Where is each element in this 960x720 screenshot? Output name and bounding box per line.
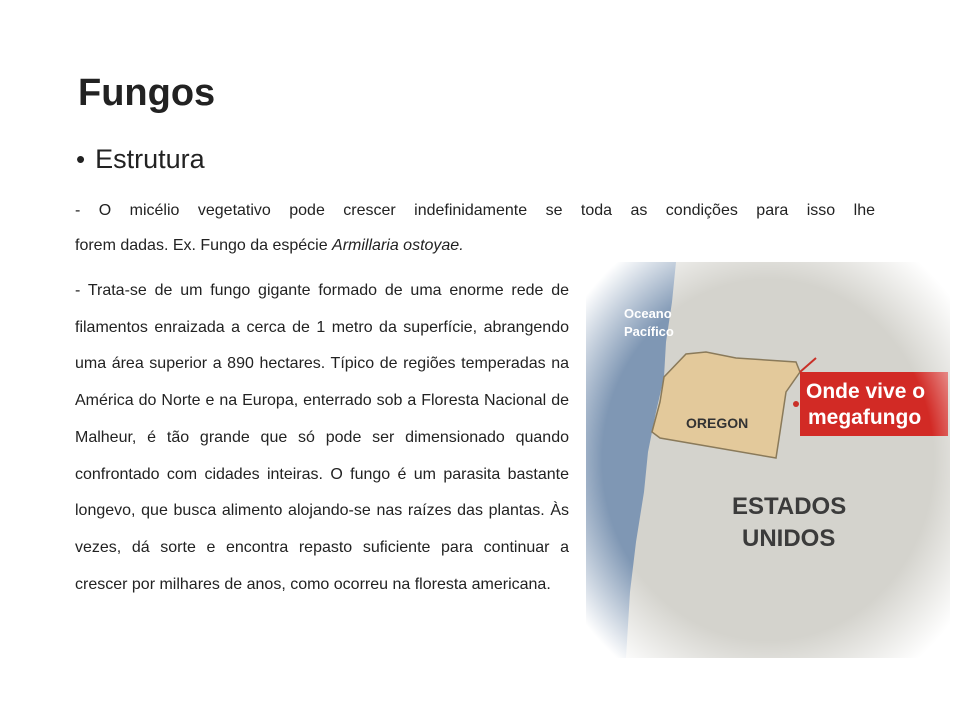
- paragraph-description: - Trata-se de um fungo gigante formado de uma enorme rede de filamentos enraizada a cerca de 1 metro da superfície, abrangendo uma área superior a 890 hectares. Típico de regiões temperadas na América do Norte e na Europa, enterrado sob a Floresta Nacional de Malheur, é tão grande que só pode ser dimensionado quando confrontado com cidades inteiras. O fungo é um parasita bastante longevo, que busca alimento alojando-se nas raízes das plantas. Às vezes, dá sorte e encontra repasto suficiente para continuar a crescer por milhares de anos, como ocorreu na floresta americana.: [75, 282, 569, 593]
- species-name: Armillaria ostoyae.: [332, 237, 464, 254]
- oregon-map-image: [586, 262, 950, 658]
- paragraph-intro-line1: - O micélio vegetativo pode crescer indefinidamente se toda as condições para isso lhe: [75, 202, 875, 219]
- bullet-heading: [76, 144, 205, 175]
- map-vignette: [586, 262, 950, 658]
- paragraph-intro: [75, 193, 875, 263]
- bullet-text: Estrutura: [95, 144, 205, 174]
- paragraph-intro-line2: forem dadas. Ex. Fungo da espécie: [75, 237, 333, 254]
- slide-title: Fungos: [78, 72, 216, 114]
- bullet-icon: •: [76, 144, 86, 174]
